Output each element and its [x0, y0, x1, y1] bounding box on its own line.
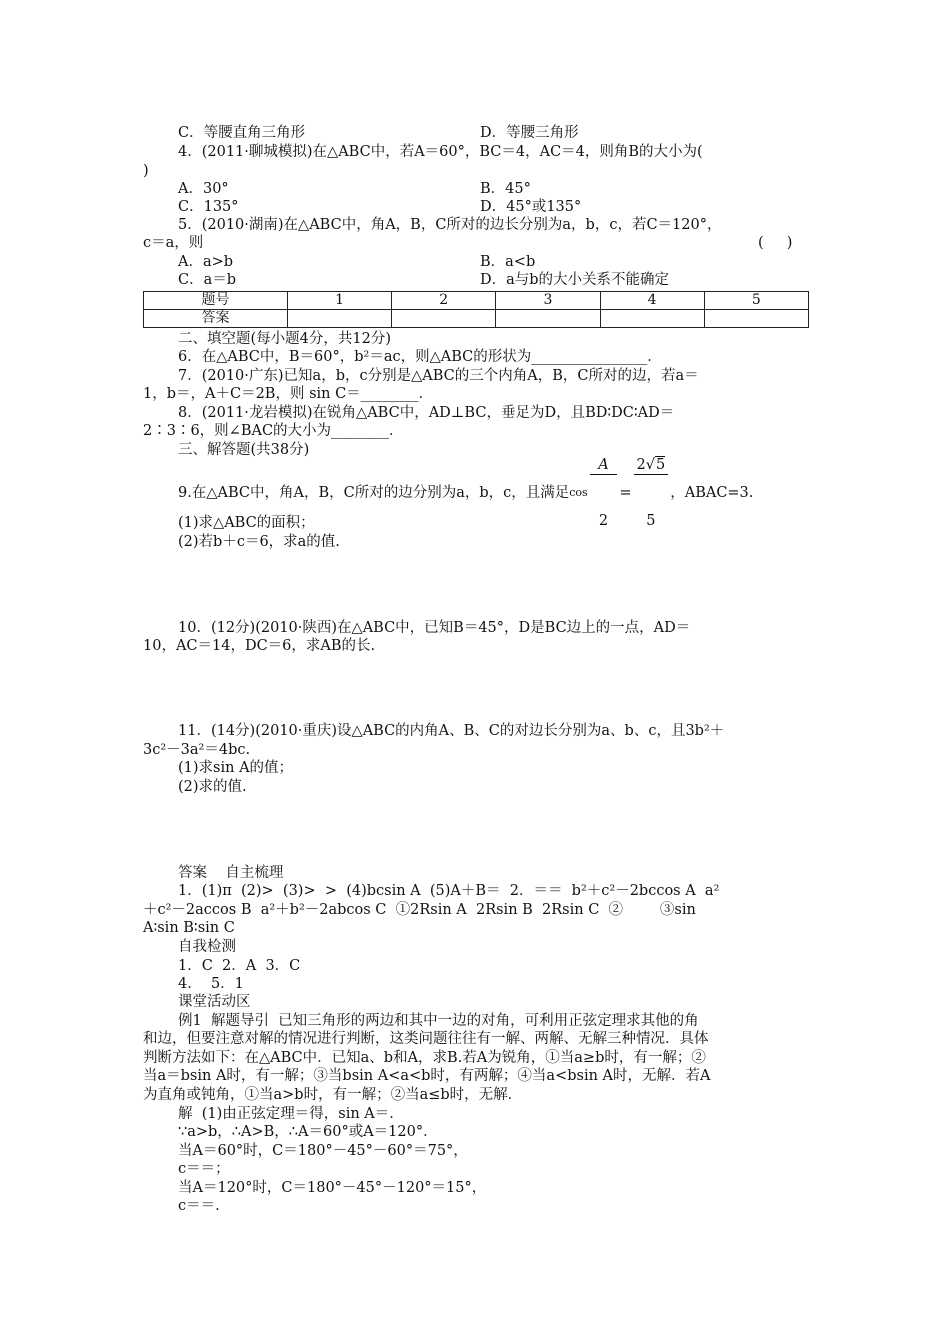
example-1-line-1: 例1 解题导引 已知三角形的两边和其中一边的对角，可利用正弦定理求其他的角	[178, 1013, 699, 1029]
question-9-text: 9.在△ABC中，角A，B，C所对的边分别为a，b，c，且满足	[178, 485, 570, 501]
solve-section-title: 三、解答题(共38分)	[178, 442, 310, 458]
example-1-line-5: 为直角或钝角，①当a>b时，有一解；②当a≤b时，无解．	[143, 1087, 523, 1103]
q5-option-d: D．a与b的大小关系不能确定	[480, 272, 670, 288]
answer-line-1: 1．(1)π (2)> (3)> > (4)bcsin A (5)A＋B＝ 2．＝＝ b²＋c²－2bccos A a²	[178, 883, 720, 899]
solution-line-3: 当A＝60°时，C＝180°－45°－60°＝75°，	[178, 1143, 468, 1159]
fill-section-title: 二、填空题(每小题4分，共12分)	[178, 331, 391, 347]
question-8-line2: 2∶3∶6，则∠BAC的大小为________．	[143, 423, 404, 439]
q4-option-a: A．30°	[178, 181, 229, 197]
question-11-line2: 3c²－3a²＝4bc.	[143, 742, 251, 758]
table-cell: 3	[496, 292, 600, 310]
sqrt-icon: √	[645, 456, 655, 473]
solution-line-5: 当A＝120°时，C＝180°－45°－120°＝15°，	[178, 1180, 487, 1196]
question-9-part-1: (1)求△ABC的面积；	[178, 515, 315, 531]
cos-label: cos	[569, 486, 588, 499]
fraction-denominator: 5	[646, 512, 656, 529]
fraction-denominator: 2	[598, 512, 609, 529]
solution-line-4: c＝＝；	[178, 1161, 230, 1177]
question-10: 10．(12分)(2010·陕西)在△ABC中，已知B＝45°，D是BC边上的一点，AD＝	[178, 620, 691, 636]
example-1-line-4: 当a＝bsin A时，有一解；③当bsin A<a<b时，有两解；④当a<bsin A时，无解．若A	[143, 1068, 711, 1084]
question-11-part-2: (2)求的值.	[178, 779, 247, 795]
table-cell	[600, 310, 704, 328]
question-5-line2: c＝a，则	[143, 235, 204, 251]
table-row	[144, 310, 809, 328]
q4-option-b: B．45°	[480, 181, 531, 197]
solution-line-6: c＝＝.	[178, 1198, 220, 1214]
equals-sign: =	[619, 485, 632, 501]
question-5: 5．(2010·湖南)在△ABC中，角A，B，C所对的边长分别为a，b，c，若C＝120°，	[178, 217, 722, 233]
answer-line-3: A∶sin B∶sin C	[143, 920, 235, 936]
self-check-heading: 自我检测	[178, 939, 236, 955]
class-activity-heading: 课堂活动区	[178, 994, 251, 1010]
table-cell	[496, 310, 600, 328]
table-cell: 答案	[144, 310, 288, 328]
question-4: 4．(2011·聊城模拟)在△ABC中，若A＝60°，BC＝4，AC＝4，则角B的大小为(	[178, 144, 703, 160]
self-check-line-1: 1．C 2．A 3．C	[178, 958, 301, 974]
table-cell: 4	[600, 292, 704, 310]
q5-option-b: B．a<b	[480, 254, 536, 270]
fraction-2root5-over-5	[634, 420, 669, 567]
option-d-line: D．等腰三角形	[480, 125, 579, 141]
question-8: 8．(2011·龙岩模拟)在锐角△ABC中，AD⊥BC，垂足为D，且BD∶DC∶AD＝	[178, 405, 675, 421]
question-6: 6．在△ABC中，B＝60°，b²＝ac，则△ABC的形状为________________．	[178, 349, 662, 365]
answer-line-2: ＋c²－2accos B a²＋b²－2abcos C ①2Rsin A 2Rsin B 2Rsin C ② ③sin	[143, 902, 696, 918]
self-check-line-2: 4． 5．1	[178, 976, 244, 992]
question-7-line2: 1，b＝，A＋C＝2B，则 sin C＝________．	[143, 386, 434, 402]
radicand: 5	[655, 456, 666, 473]
example-1-line-3: 判断方法如下：在△ABC中．已知a、b和A，求B.若A为锐角，①当a≥b时，有一解；②	[143, 1050, 706, 1066]
example-1-line-2: 和边，但要注意对解的情况进行判断，这类问题往往有一解、两解、无解三种情况．具体	[143, 1031, 709, 1047]
q4-option-c: C．135°	[178, 199, 239, 215]
q5-option-a: A．a>b	[178, 254, 234, 270]
question-7: 7．(2010·广东)已知a，b，c分别是△ABC的三个内角A，B，C所对的边，若a＝	[178, 368, 699, 384]
solution-line-2: ∵a>b，∴A>B，∴A＝60°或A＝120°．	[178, 1124, 438, 1140]
q4-option-d: D．45°或135°	[480, 199, 582, 215]
fraction-a-over-2	[590, 420, 618, 567]
table-cell: 题号	[144, 292, 288, 310]
table-cell	[704, 310, 808, 328]
question-9-part-2: (2)若b＋c＝6，求a的值.	[178, 534, 340, 550]
q5-option-c: C．a＝b	[178, 272, 237, 288]
table-cell: 1	[287, 292, 391, 310]
answer-table	[143, 291, 809, 328]
fraction-numerator: A	[590, 456, 618, 475]
fraction-numerator	[634, 456, 669, 475]
option-c-line: C．等腰直角三角形	[178, 125, 306, 141]
table-row	[144, 292, 809, 310]
question-4-paren: )	[143, 163, 149, 179]
answer-heading: 答案 自主梳理	[178, 865, 284, 881]
coefficient: 2	[636, 456, 646, 473]
question-5-paren: ( )	[758, 235, 793, 251]
table-cell	[392, 310, 496, 328]
solution-line-1: 解 (1)由正弦定理＝得，sin A＝．	[178, 1106, 404, 1122]
table-cell	[287, 310, 391, 328]
question-9-tail: ，ABAC=3.	[670, 485, 754, 501]
question-11: 11．(14分)(2010·重庆)设△ABC的内角A、B、C的对边长分别为a、b、c，且3b²＋	[178, 723, 725, 739]
question-11-part-1: (1)求sin A的值；	[178, 760, 294, 776]
table-cell: 5	[704, 292, 808, 310]
question-10-line2: 10，AC＝14，DC＝6，求AB的长.	[143, 638, 376, 654]
table-cell: 2	[392, 292, 496, 310]
